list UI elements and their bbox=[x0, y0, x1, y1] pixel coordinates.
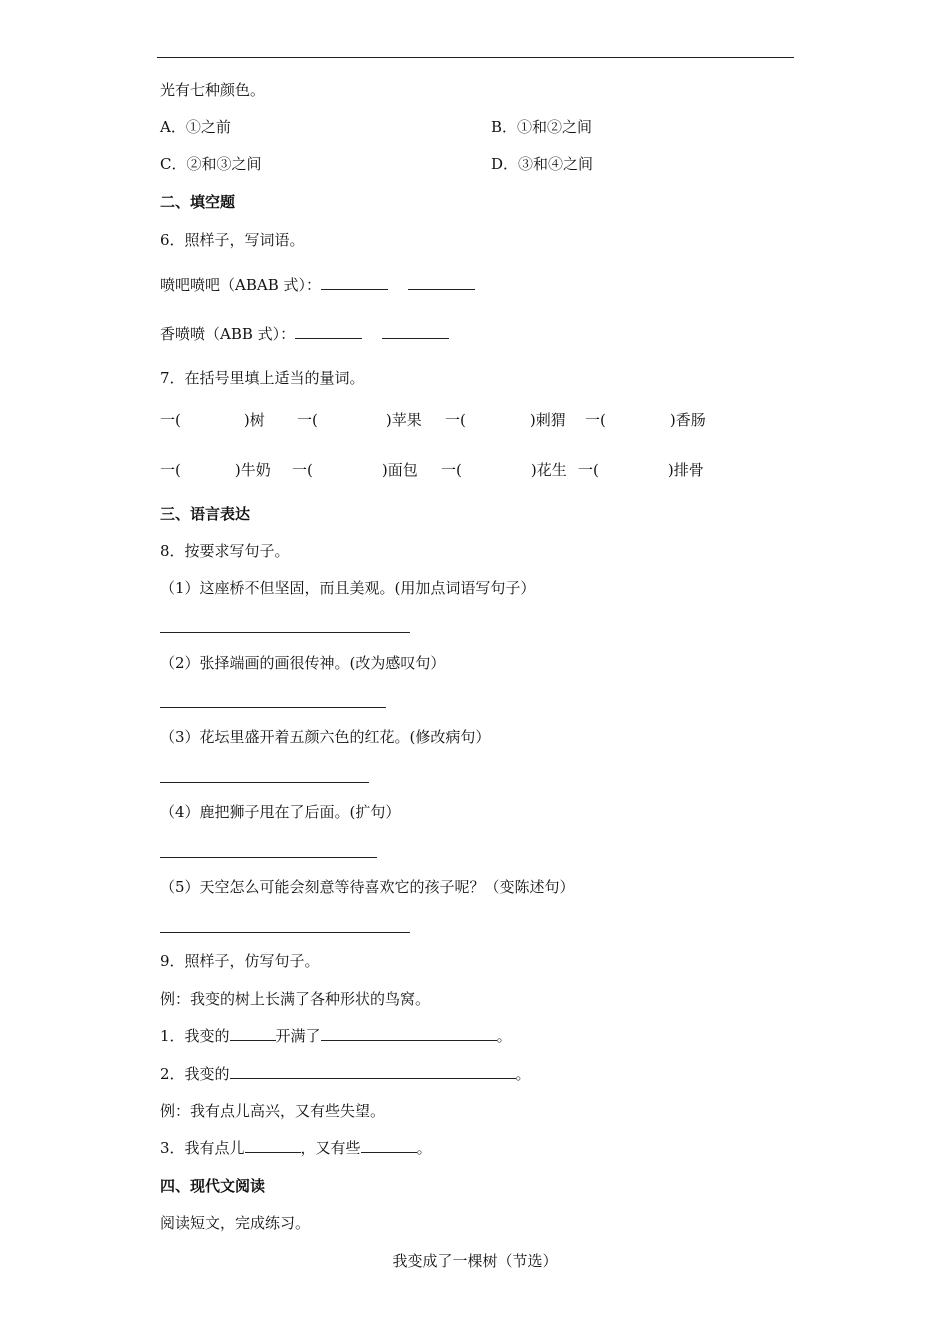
answer-blank[interactable] bbox=[361, 1138, 417, 1153]
answer-line[interactable] bbox=[160, 782, 369, 783]
answer-blank[interactable] bbox=[295, 324, 362, 339]
measure-word-item[interactable]: 一( )苹果 bbox=[297, 411, 422, 429]
passage-title: 我变成了一棵树（节选） bbox=[392, 1252, 558, 1270]
q8-item-5: （5）天空怎么可能会刻意等待喜欢它的孩子呢？（变陈述句） bbox=[160, 878, 575, 896]
answer-blank[interactable] bbox=[245, 1138, 301, 1153]
q6-line1-label: 喷吧喷吧（ABAB 式）： bbox=[160, 276, 321, 294]
measure-word-item[interactable]: 一( )排骨 bbox=[578, 461, 704, 479]
q5-tail: 光有七种颜色。 bbox=[160, 81, 266, 99]
q9-prompt: 9．照样子，仿写句子。 bbox=[160, 952, 320, 970]
q7-prompt: 7．在括号里填上适当的量词。 bbox=[160, 369, 365, 387]
answer-line[interactable] bbox=[160, 707, 386, 708]
answer-line[interactable] bbox=[160, 632, 410, 633]
option-text: ①之前 bbox=[185, 118, 231, 136]
answer-blank[interactable] bbox=[321, 1026, 497, 1041]
measure-word-item[interactable]: 一( )刺猬 bbox=[445, 411, 566, 429]
option-letter: C． bbox=[160, 155, 187, 173]
answer-blank[interactable] bbox=[230, 1064, 516, 1079]
q6-line2 bbox=[160, 324, 449, 344]
q8-item-4: （4）鹿把狮子甩在了后面。(扩句） bbox=[160, 803, 401, 821]
option-letter: A． bbox=[160, 118, 186, 136]
reading-instruction: 阅读短文，完成练习。 bbox=[160, 1214, 311, 1232]
answer-line[interactable] bbox=[160, 932, 410, 933]
option-text: ②和③之间 bbox=[186, 155, 262, 173]
option-text: ①和②之间 bbox=[517, 118, 593, 136]
q8-item-3: （3）花坛里盛开着五颜六色的红花。(修改病句） bbox=[160, 728, 491, 746]
answer-blank[interactable] bbox=[230, 1026, 276, 1041]
answer-blank[interactable] bbox=[408, 275, 475, 290]
section-heading-language: 三、语言表达 bbox=[160, 505, 251, 523]
q8-prompt: 8．按要求写句子。 bbox=[160, 542, 290, 560]
q9-sentence-1: 1．我变的 开满了 。 bbox=[160, 1027, 512, 1045]
q8-item-2: （2）张择端画的画很传神。(改为感叹句） bbox=[160, 654, 446, 672]
section-heading-fill-in: 二、填空题 bbox=[160, 193, 236, 211]
section-heading-reading: 四、现代文阅读 bbox=[160, 1177, 266, 1195]
q5-option-a[interactable] bbox=[160, 117, 231, 137]
q9-example-1: 例：我变的树上长满了各种形状的鸟窝。 bbox=[160, 990, 431, 1008]
answer-blank[interactable] bbox=[321, 275, 388, 290]
measure-word-item[interactable]: 一( )花生 bbox=[441, 461, 567, 479]
q6-line1 bbox=[160, 275, 475, 295]
measure-word-item[interactable]: 一( )树 bbox=[160, 411, 265, 429]
option-letter: D． bbox=[491, 155, 519, 173]
option-letter: B． bbox=[491, 118, 518, 136]
q6-line2-label: 香喷喷（ABB 式）： bbox=[160, 325, 296, 343]
answer-blank[interactable] bbox=[382, 324, 449, 339]
q9-example-2: 例：我有点儿高兴，又有些失望。 bbox=[160, 1102, 386, 1120]
q5-option-d[interactable] bbox=[491, 154, 593, 174]
q9-sentence-3: 3．我有点儿 ，又有些 。 bbox=[160, 1139, 432, 1157]
q5-option-c[interactable] bbox=[160, 154, 262, 174]
q8-item-1: （1）这座桥不但坚固，而且美观。(用加点词语写句子） bbox=[160, 579, 536, 597]
q6-prompt: 6．照样子，写词语。 bbox=[160, 231, 305, 249]
q5-option-b[interactable] bbox=[491, 117, 592, 137]
q9-sentence-2: 2．我变的 。 bbox=[160, 1065, 531, 1083]
header-rule bbox=[157, 57, 794, 58]
measure-word-item[interactable]: 一( )面包 bbox=[292, 461, 418, 479]
answer-line[interactable] bbox=[160, 857, 377, 858]
option-text: ③和④之间 bbox=[518, 155, 594, 173]
measure-word-item[interactable]: 一( )香肠 bbox=[585, 411, 706, 429]
measure-word-item[interactable]: 一( )牛奶 bbox=[160, 461, 271, 479]
